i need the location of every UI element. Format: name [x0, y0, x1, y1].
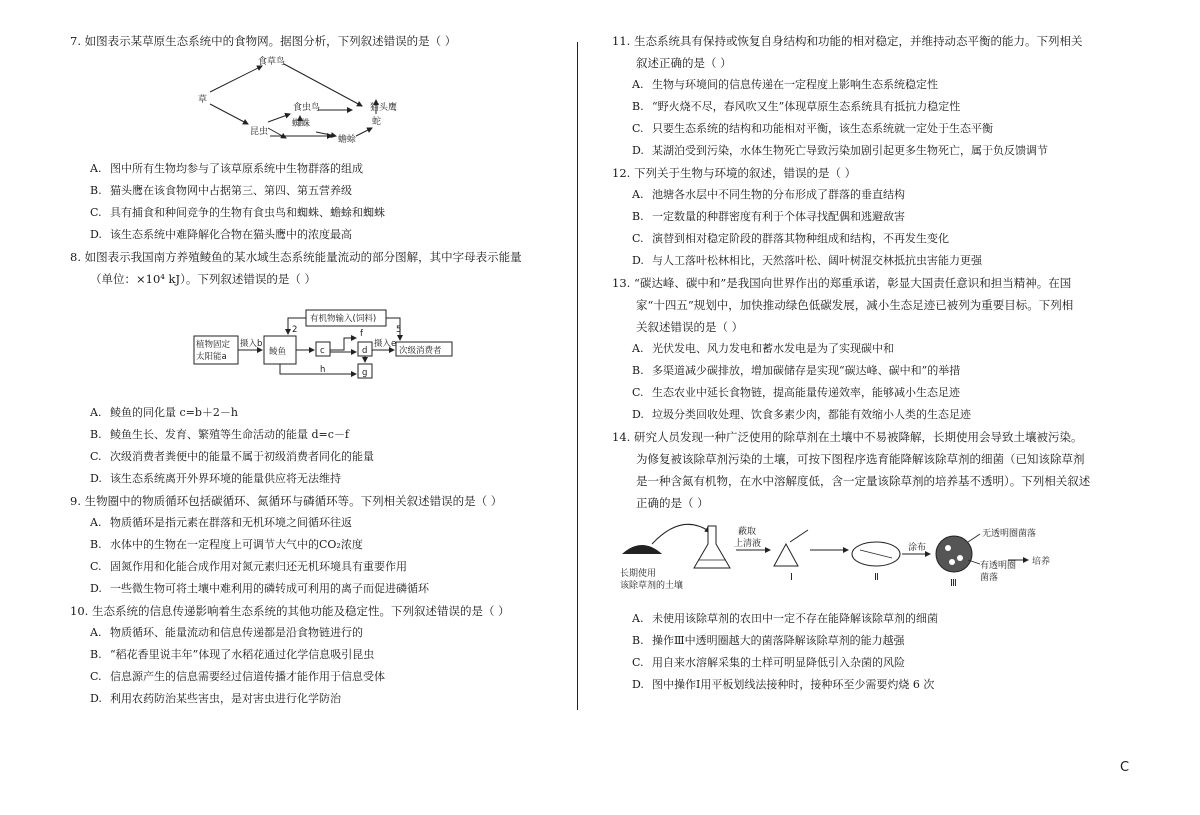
q11-option-a: A. 生物与环境间的信息传递在一定程度上影响生态系统稳定性	[632, 78, 938, 91]
culture-label: 培养	[1032, 557, 1051, 567]
bacteria-screening-figure	[612, 514, 1092, 608]
producer-label-line1: 植物固定	[196, 340, 231, 350]
soil-label-line2: 该除草剂的土壤	[620, 581, 684, 591]
question-13-stem-line3: 关叙述错误的是（ ）	[636, 320, 744, 334]
soil-label-line1: 长期使用	[620, 569, 657, 579]
step-1-label: Ⅰ	[790, 572, 793, 583]
q14-option-b: B. 操作Ⅲ中透明圈越大的菌落降解该除草剂的能力越强	[632, 634, 905, 647]
step-3-label: Ⅲ	[950, 578, 957, 589]
question-12-stem: 12. 下列关于生物与环境的叙述，错误的是（ ）	[612, 166, 857, 180]
value-2-label: 2	[292, 325, 298, 335]
right-column	[612, 30, 1092, 696]
question-14-stem-line3: 是一种含氮有机物，在水中溶解度低，含一定量该除草剂的培养基不透明）。下列相关叙述	[636, 474, 1091, 488]
g-label: g	[362, 368, 368, 378]
q7-option-c: C. 具有捕食和种间竞争的生物有食虫鸟和蜘蛛、蟾蜍和蜘蛛	[90, 206, 385, 219]
q7-option-b: B. 猫头鹰在该食物网中占据第三、第四、第五营养级	[90, 184, 352, 197]
q12-option-d: D. 与人工落叶松林相比，天然落叶松、阔叶树混交林抵抗虫害能力更强	[632, 254, 982, 267]
q7-option-d: D. 该生态系统中难降解化合物在猫头鹰中的浓度最高	[90, 228, 352, 241]
question-8-stem-line1: 8. 如图表示我国南方养殖鲮鱼的某水域生态系统能量流动的部分图解，其中字母表示能量	[70, 250, 522, 264]
screening-process-diagram	[612, 514, 1092, 608]
q10-option-b: B. “稻花香里说丰年”体现了水稻花通过化学信息吸引昆虫	[90, 648, 375, 661]
question-10-stem: 10. 生态系统的信息传递影响着生态系统的其他功能及稳定性。下列叙述错误的是（ ）	[70, 604, 510, 618]
food-web-diagram	[70, 52, 560, 158]
d-label: d	[362, 346, 368, 356]
q11-option-d: D. 某湖泊受到污染，水体生物死亡导致污染加剧引起更多生物死亡，属于负反馈调节	[632, 144, 1048, 157]
q10-option-d: D. 利用农药防治某些害虫，是对害虫进行化学防治	[90, 692, 341, 705]
question-14-stem-line4: 正确的是（ ）	[636, 496, 709, 510]
q8-option-a: A. 鲮鱼的同化量 c=b＋2－h	[90, 406, 238, 419]
spread-label: 涂布	[908, 543, 927, 553]
question-11	[612, 30, 1092, 162]
feed-label: 有机物输入(饲料)	[310, 314, 377, 324]
question-7	[70, 30, 560, 246]
q14-option-d: D. 图中操作Ⅰ用平板划线法接种时，接种环至少需要灼烧 6 次	[632, 678, 935, 691]
h-label: h	[320, 365, 326, 375]
node-insect-bird: 食虫鸟	[293, 103, 321, 113]
extract-label-line1: 蔽取	[738, 527, 757, 537]
test-tubes-icon	[774, 544, 798, 566]
q13-option-a: A. 光伏发电、风力发电和蓄水发电是为了实现碳中和	[632, 342, 894, 355]
node-insect: 昆虫	[250, 127, 269, 137]
intake-e-label: 摄入e	[374, 339, 397, 349]
q8-option-b: B. 鲮鱼生长、发育、繁殖等生命活动的能量 d=c－f	[90, 428, 349, 441]
q10-option-c: C. 信息源产生的信息需要经过信道传播才能作用于信息受体	[90, 670, 385, 683]
question-13	[612, 272, 1092, 426]
q13-option-b: B. 多渠道减少碳排放，增加碳储存是实现“碳达峰、碳中和”的举措	[632, 364, 961, 377]
c-label: c	[320, 346, 325, 356]
question-12	[612, 162, 1092, 272]
question-8-stem-line2: （单位：×10⁴ kJ）。下列叙述错误的是（ ）	[90, 272, 317, 286]
node-grass: 草	[198, 95, 208, 105]
food-web-figure	[70, 52, 560, 158]
left-column	[70, 30, 560, 710]
node-owl: 猫头鹰	[370, 103, 398, 113]
f-label: f	[360, 329, 363, 339]
node-toad: 蟾蜍	[338, 135, 357, 145]
q9-option-d: D. 一些微生物可将土壤中难利用的磷转成可利用的离子而促进磷循环	[90, 582, 429, 595]
node-snake: 蛇	[372, 117, 382, 127]
halo-colony-label-line2: 菌落	[980, 573, 999, 583]
q9-option-a: A. 物质循环是指元素在群落和无机环境之间循环往返	[90, 516, 352, 529]
q12-option-a: A. 池塘各水层中不同生物的分布形成了群落的垂直结构	[632, 188, 905, 201]
question-9-stem: 9. 生物圈中的物质循环包括碳循环、氮循环与磷循环等。下列相关叙述错误的是（ ）	[70, 494, 503, 508]
q12-option-b: B. 一定数量的种群密度有利于个体寻找配偶和逃避敌害	[632, 210, 905, 223]
halo-colony-label-line1: 有透明圈	[980, 561, 1017, 571]
q14-option-a: A. 未使用该除草剂的农田中一定不存在能降解该除草剂的细菌	[632, 612, 938, 625]
question-8	[70, 246, 560, 490]
extract-label-line2: 上清液	[734, 539, 762, 549]
q8-option-d: D. 该生态系统离开外界环境的能量供应将无法维持	[90, 472, 341, 485]
q12-option-c: C. 演替到相对稳定阶段的群落其物种组成和结构，不再发生变化	[632, 232, 949, 245]
energy-flow-diagram	[70, 290, 560, 402]
question-11-stem-line1: 11. 生态系统具有保持或恢复自身结构和功能的相对稳定，并维持动态平衡的能力。下列相关	[612, 34, 1083, 48]
soil-pile-icon	[622, 545, 662, 554]
page-mark: C	[1120, 760, 1130, 775]
no-halo-colony-label: 无透明圈菌落	[982, 529, 1037, 539]
q13-option-c: C. 生态农业中延长食物链，提高能量传递效率，能够减小生态足迹	[632, 386, 960, 399]
q9-option-b: B. 水体中的生物在一定程度上可调节大气中的CO₂浓度	[90, 538, 363, 551]
question-10	[70, 600, 560, 710]
fish-label: 鲮鱼	[269, 347, 287, 357]
q11-option-c: C. 只要生态系统的结构和功能相对平衡，该生态系统就一定处于生态平衡	[632, 122, 993, 135]
question-13-stem-line1: 13. “碳达峰、碳中和”是我国向世界作出的郑重承诺，彰显大国责任意识和担当精神。在国	[612, 276, 1072, 290]
q14-option-c: C. 用自来水溶解采集的土样可明显降低引入杂菌的风险	[632, 656, 905, 669]
secondary-consumer-label: 次级消费者	[399, 346, 442, 356]
q8-option-c: C. 次级消费者粪便中的能量不属于初级消费者同化的能量	[90, 450, 374, 463]
q7-option-a: A. 图中所有生物均参与了该草原系统中生物群落的组成	[90, 162, 363, 175]
transfer-arc-icon	[652, 524, 710, 544]
question-14-stem-line1: 14. 研究人员发现一种广泛使用的除草剂在土壤中不易被降解，长期使用会导致土壤被污染。	[612, 430, 1083, 444]
node-spider: 蜘蛛	[292, 119, 311, 129]
energy-flow-figure	[70, 290, 560, 402]
value-5-label: 5	[396, 325, 402, 335]
question-14	[612, 426, 1092, 696]
flask-icon	[694, 526, 730, 568]
q9-option-c: C. 固氮作用和化能合成作用对氮元素归还无机环境具有重要作用	[90, 560, 407, 573]
question-11-stem-line2: 叙述正确的是（ ）	[636, 56, 732, 70]
node-grass-bird: 食草鸟	[258, 57, 286, 67]
question-13-stem-line2: 家“十四五”规划中，加快推动绿色低碳发展，减小生态足迹已被列为重要目标。下列相	[636, 298, 1074, 312]
intake-b-label: 摄入b	[240, 339, 263, 349]
step-2-label: Ⅱ	[874, 572, 879, 583]
culture-plate-icon	[936, 536, 972, 572]
question-14-stem-line2: 为修复被该除草剂污染的土壤，可按下图程序选育能降解该除草剂的细菌（已知该除草剂	[636, 452, 1085, 466]
q11-option-b: B. “野火烧不尽，春风吹又生”体现草原生态系统具有抵抗力稳定性	[632, 100, 961, 113]
question-9	[70, 490, 560, 600]
q10-option-a: A. 物质循环、能量流动和信息传递都是沿食物链进行的	[90, 626, 363, 639]
column-divider	[577, 42, 578, 710]
question-7-stem: 7. 如图表示某草原生态系统中的食物网。据图分析，下列叙述错误的是（ ）	[70, 34, 457, 48]
q13-option-d: D. 垃圾分类回收处理、饮食多素少肉，都能有效缩小人类的生态足迹	[632, 408, 971, 421]
producer-label-line2: 太阳能a	[196, 352, 227, 362]
